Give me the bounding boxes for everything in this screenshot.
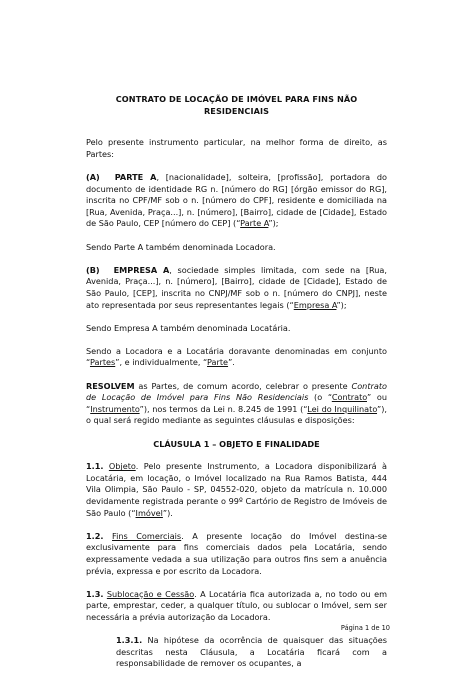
- clause-1-3-1: [116, 635, 387, 670]
- party-a-paragraph: [86, 172, 387, 230]
- resolve-text-3: ” ou “: [86, 392, 388, 414]
- clause-1-3-text: . A Locatária fica autorizada a, no todo ou em parte, emprestar, ceder, a qualquer título, ou sublocar o Imóvel, sem ser necessária a prévia autorização da Locadora.: [86, 588, 387, 622]
- clause-1-1-text: . Pelo presente Instrumento, a Locadora disponibilizará à Locatária, em locação, o Imóvel localizado na Rua Ramos Batista, 444 Vila Olimpia, São Paulo - SP, 04552-020, objeto da matrícula n. 10.000 devidamente registrada perante o 99º Cartório de Registro de Imóveis de São Paulo (“: [86, 461, 387, 518]
- resolve-text-2: (o “: [308, 392, 332, 403]
- party-a-defined-term: Parte A: [240, 218, 269, 229]
- clause-1-3: [86, 589, 387, 624]
- party-a-name: PARTE A: [114, 171, 157, 182]
- joint-parte-term: Parte: [207, 357, 229, 368]
- clause-1-2-text: . A presente locação do Imóvel destina-se exclusivamente para fins comerciais dados pela Locatária, sendo expressamente vedada a sua utilização para outros fins sem a anuência prévia, expressa e por escrito da Locadora.: [86, 530, 387, 576]
- clause-1-3-1-number: 1.3.1.: [116, 635, 143, 646]
- party-a-sentence: Sendo Parte A também denominada Locadora.: [86, 241, 276, 252]
- resolve-instrumento-term: Instrumento: [90, 403, 140, 414]
- document-body: [86, 94, 387, 682]
- resolve-paragraph: [86, 381, 387, 427]
- joint-parties-paragraph: [86, 346, 387, 369]
- clause-1-1-end: ”).: [162, 507, 173, 518]
- party-b-name: EMPRESA A: [113, 264, 170, 275]
- party-b-paragraph: [86, 265, 387, 311]
- party-b-text: , sociedade simples limitada, com sede na [Rua, Avenida, Praça...], n. [número], [Bairro], cidade de [Cidade], Estado de São Paulo, [CEP], inscrita no CNPJ/MF sob o n. [número do CNPJ], neste ato representada por seus representantes legais (“: [86, 264, 387, 310]
- party-a-label: (A): [86, 171, 100, 182]
- resolve-contract-title: Contrato de Locação de Imóvel para Fins Não Residenciais: [86, 380, 387, 403]
- party-b-sentence: Sendo Empresa A também denominada Locatária.: [86, 322, 291, 333]
- joint-text-2: ”, e individualmente, “: [115, 357, 208, 368]
- clause-1-3-1-text: Na hipótese da ocorrência de quaisquer das situações descritas nesta Cláusula, a Locatária ficará com a responsabilidade de remover os ocupantes, a: [116, 635, 387, 669]
- clause-1-1: [86, 461, 387, 519]
- joint-text-3: ”.: [228, 357, 235, 368]
- clause-1-2-title: Fins Comerciais: [112, 530, 182, 541]
- resolve-lei-term: Lei do Inquilinato: [307, 403, 378, 414]
- clause-1-2: [86, 531, 387, 577]
- joint-partes-term: Partes: [89, 357, 116, 368]
- clause-1-3-number: 1.3.: [86, 588, 104, 599]
- party-a-end: ”);: [268, 218, 279, 229]
- clause-1-1-number: 1.1.: [86, 461, 104, 472]
- clause-1-1-defined-term: Imóvel: [135, 507, 163, 518]
- resolve-text-4: ”), nos termos da Lei n. 8.245 de 1991 (“: [139, 403, 308, 414]
- party-b-end: ”);: [336, 299, 347, 310]
- document-title: CONTRATO DE LOCAÇÃO DE IMÓVEL PARA FINS NÃO RESIDENCIAIS: [115, 94, 358, 116]
- joint-text-1: Sendo a Locadora e a Locatária doravante denominadas em conjunto “: [86, 345, 387, 368]
- party-b-defined-term: Empresa A: [293, 299, 337, 310]
- party-b-label: (B): [86, 264, 100, 275]
- clause-1-heading: CLÁUSULA 1 – OBJETO E FINALIDADE: [153, 438, 320, 449]
- resolve-text-5: ”), o qual será regido mediante as seguintes cláusulas e disposições:: [86, 403, 387, 426]
- resolve-text-1: as Partes, de comum acordo, celebrar o presente: [134, 380, 352, 391]
- intro-paragraph: Pelo presente instrumento particular, na melhor forma de direito, as Partes:: [86, 137, 387, 159]
- resolve-contrato-term: Contrato: [331, 392, 367, 403]
- clause-1-2-number: 1.2.: [86, 530, 104, 541]
- page-number: Página 1 de 10: [340, 624, 390, 632]
- party-a-text: , [nacionalidade], solteira, [profissão], portadora do documento de identidade RG n. [número do RG] [órgão emissor do RG], inscrita no CPF/MF sob o n. [número do CPF], residente e domiciliada na [Rua, Avenida, Praça...], n. [número], [Bairro], cidade de [Cidade], Estado de São Paulo, CEP [número do CEP] (“: [86, 171, 387, 229]
- clause-1-1-title: Objeto: [108, 461, 136, 472]
- clause-1-3-title: Sublocação e Cessão: [106, 588, 195, 599]
- resolve-bold: RESOLVEM: [86, 380, 135, 391]
